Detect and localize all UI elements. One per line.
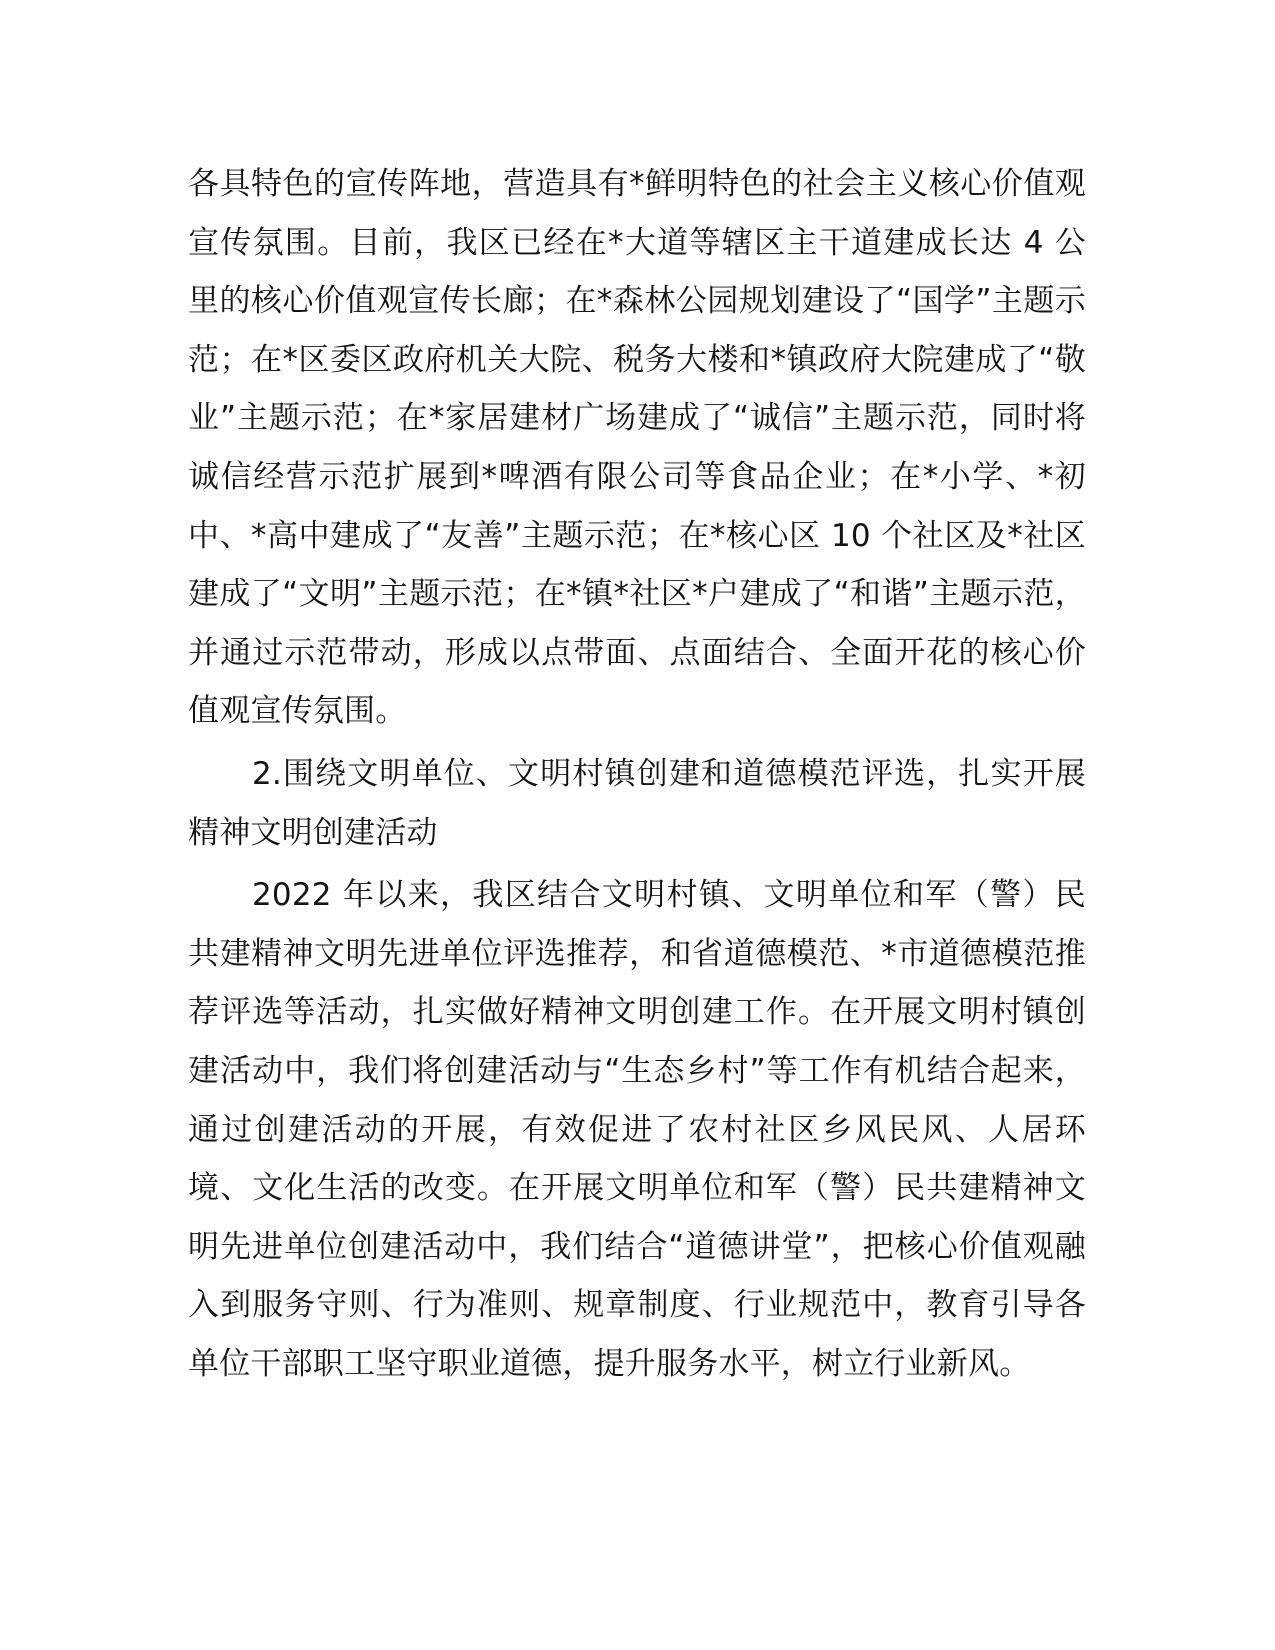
paragraph-publicity-showcase: 各具特色的宣传阵地，营造具有*鲜明特色的社会主义核心价值观宣传氛围。目前，我区已经在*大道等辖区主干道建成长达 4 公里的核心价值观宣传长廊；在*森林公园规划建设了“国学”主题示范；在*区委区政府机关大院、税务大楼和*镇政府大院建成了“敬业”主题示范；在*家居建材广场建成了“诚信”主题示范，同时将诚信经营示范扩展到*啤酒有限公司等食品企业；在*小学、*初中、*高中建成了“友善”主题示范；在*核心区 10 个社区及*社区建成了“文明”主题示范；在*镇*社区*户建成了“和谐”主题示范，并通过示范带动，形成以点带面、点面结合、全面开花的核心价值观宣传氛围。 (188, 166, 1086, 730)
section-heading-civilization-creation: 2.围绕文明单位、文明村镇创建和道德模范评选，扎实开展精神文明创建活动 (188, 755, 1086, 851)
paragraph-civilization-creation: 2022 年以来，我区结合文明村镇、文明单位和军（警）民共建精神文明先进单位评选推荐，和省道德模范、*市道德模范推荐评选等活动，扎实做好精神文明创建工作。在开展文明村镇创建活动中，我们将创建活动与“生态乡村”等工作有机结合起来，通过创建活动的开展，有效促进了农村社区乡风民风、人居环境、文化生活的改变。在开展文明单位和军（警）民共建精神文明先进单位创建活动中，我们结合“道德讲堂”，把核心价值观融入到服务守则、行为准则、规章制度、行业规范中，教育引导各单位干部职工坚守职业道德，提升服务水平，树立行业新风。 (188, 877, 1086, 1382)
document-body (188, 155, 1086, 1393)
